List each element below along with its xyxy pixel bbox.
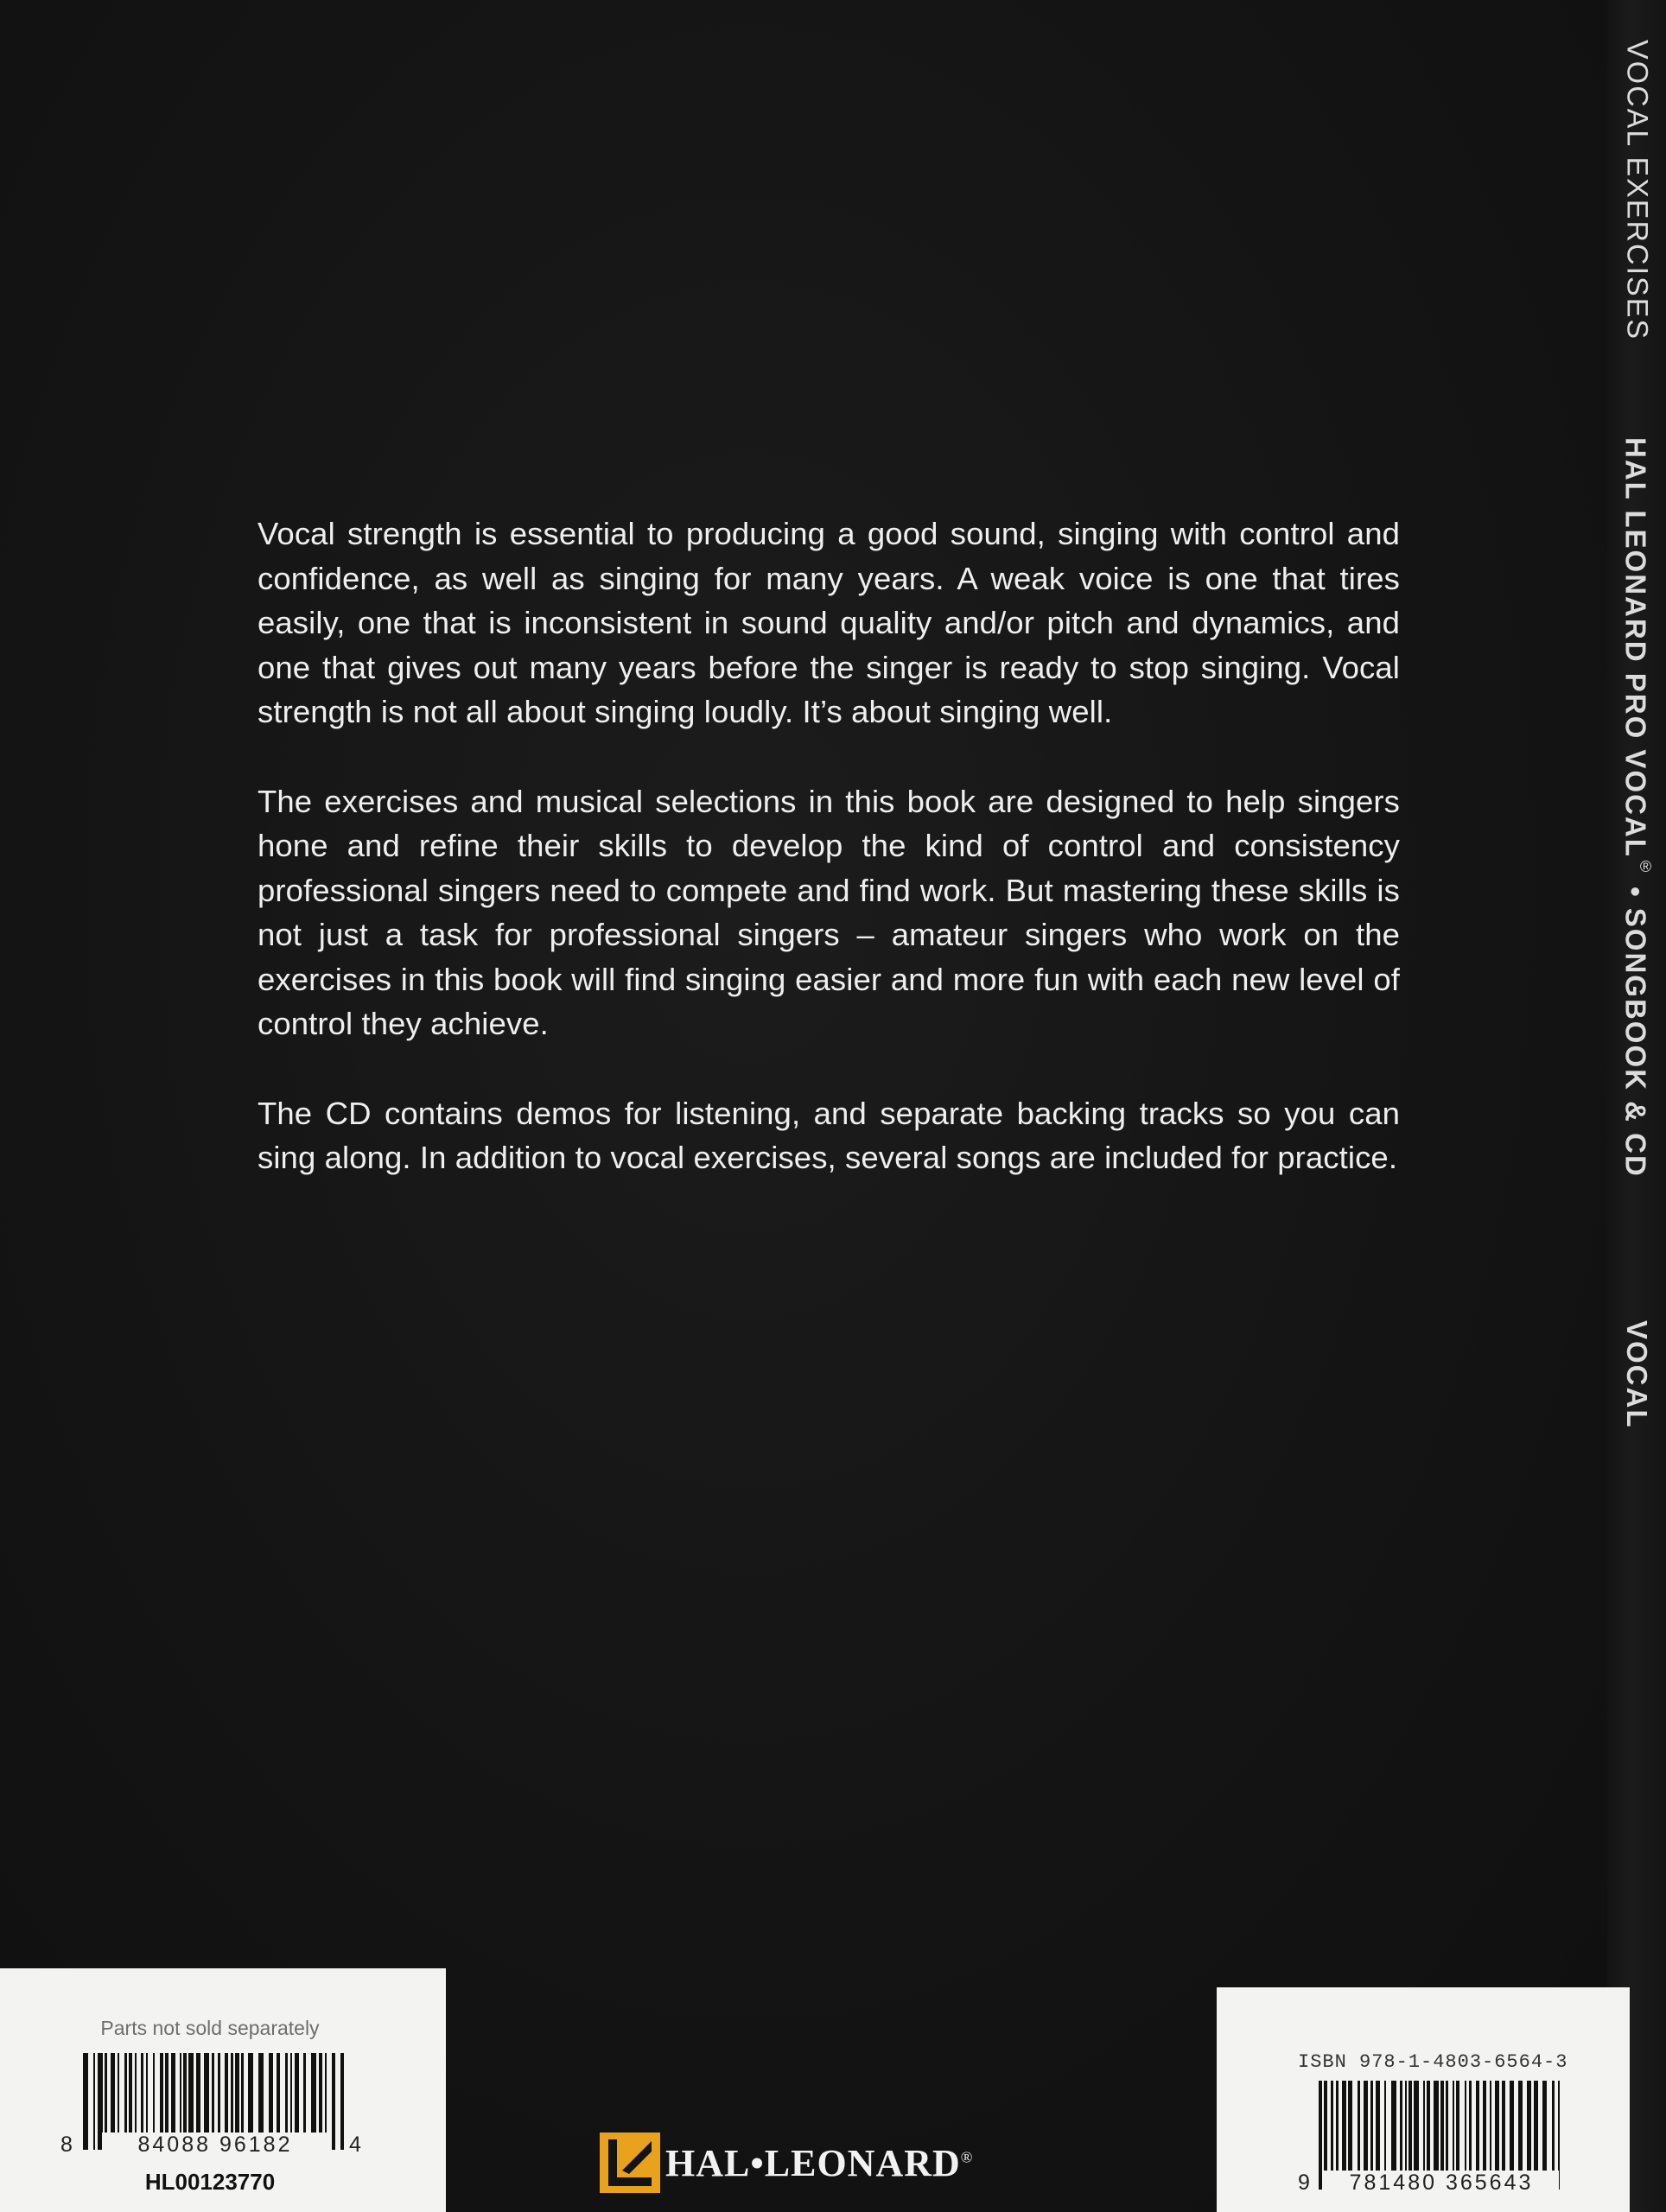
spine-title: VOCAL EXERCISES: [1620, 40, 1654, 341]
barcode-gap: [1560, 2081, 1562, 2190]
spine-category: VOCAL: [1621, 1320, 1653, 1429]
publisher-name: HAL•LEONARD: [665, 2141, 961, 2184]
publisher-logo: [600, 2133, 973, 2193]
isbn-text: ISBN 978-1-4803-6564-3: [1298, 2051, 1568, 2073]
blurb-text: [258, 512, 1400, 1225]
blurb-paragraph-1: Vocal strength is essential to producing a good sound, singing with control and confidence, as well as singing for many years. A weak voice is one that tires easily, one that is inconsistent in sound quality and/or pitch and dynamics, and one that gives out many years before the singer is ready to stop singing. Vocal strength is not all about singing loudly. It’s about singing well.: [258, 516, 1400, 729]
isbn-sticker: [1217, 1987, 1630, 2212]
isbn-digits: 781480 365643: [1324, 2171, 1559, 2196]
price-sticker: [0, 1968, 446, 2212]
upc-digit-last: 4: [349, 2133, 361, 2157]
publisher-wordmark: [665, 2141, 973, 2185]
isbn-digit-first: 9: [1298, 2171, 1310, 2195]
publisher-reg: ®: [960, 2147, 974, 2165]
blurb-paragraph-2: The exercises and musical selections in this book are designed to help singers hone and refine their skills to develop the kind of control and consistency professional singers need to compete and find work. But mastering these skills is not just a task for professional singers – amateur singers who work on the exercises in this book will find singing easier and more fun with each new level of control they achieve.: [258, 783, 1400, 1041]
product-code: HL00123770: [144, 2169, 276, 2195]
spine-series: [1619, 437, 1655, 1178]
blurb-paragraph-3: The CD contains demos for listening, and separate backing tracks so you can sing along. In addition to vocal exercises, several songs are included for practice.: [258, 1095, 1400, 1175]
sticker-caption: Parts not sold separately: [100, 2017, 320, 2039]
spine-series-reg: ®: [1637, 857, 1655, 877]
spine-series-main: HAL LEONARD PRO VOCAL: [1619, 437, 1652, 858]
upc-digits: 84088 96182: [102, 2133, 328, 2158]
barcode-bar: [340, 2053, 344, 2150]
spine-series-rest: • SONGBOOK & CD: [1619, 876, 1652, 1178]
hal-leonard-mark-icon: [600, 2133, 660, 2193]
upc-digit-first: 8: [60, 2133, 73, 2157]
